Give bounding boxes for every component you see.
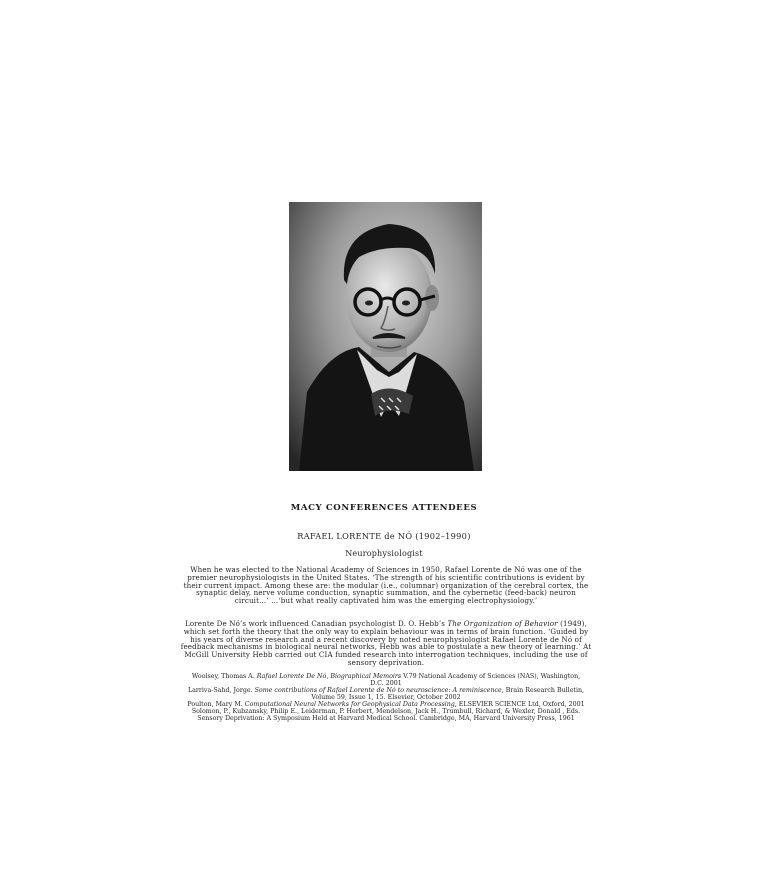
reference-details: V.79 National Academy of Sciences (NAS), Washington, D.C. 2001 [370,673,581,687]
influence-text-end: (1949), which set forth the theory that the only way to explain behaviour was in terms of brain function. ‘Guided by his years of diverse research and a recent discovery by noted neurophysiologist Rafael Lorente de Nó of feedback mechanisms in biological neural networks, Hebb was able to postulate a new theory of learning.’ At McGill University Hebb carried out CIA funded research into interrogation techniques, including the use of sensory deprivation. [180,619,592,667]
reference-item [186,688,586,701]
biography-text: When he was elected to the National Academy of Sciences in 1950, Rafael Lorente de Nó was one of the premier neurophysiologists in the United States. ‘The strength of his scientific contributions is evident by their current impact. Among these are: the modular (i.e., columnar) organization of the cerebral cortex, the synaptic delay, nerve volume conduction, synaptic summation, and the cybernetic (feed-back) neuron circuit…’ …‘but what really captivated him was the emerging electrophysiology.’ [183,565,589,606]
reference-author: Poulton, Mary M. [187,700,245,708]
references-list [186,674,586,723]
reference-title: Rafael Lorente De Nó, Biographical Memoirs [256,673,402,680]
biography-paragraph [180,566,592,605]
portrait-photo [289,202,482,471]
subject-profession: Neurophysiologist [345,549,423,558]
book-title: The Organization of Behavior [447,619,558,628]
reference-item: Solomon, P., Kubzansky, Philip E., Leiderman, P. Herbert, Mendelson, Jack H., Trumbull, Richard, & Wexler, Donald , Eds. Sensory Deprivation: A Symposium Held at Harvard Medical School. Cambridge, MA, Harvard University Press, 1961 [191,708,581,722]
influence-paragraph [180,620,592,667]
reference-author: Woolsey, Thomas A. [191,673,257,680]
influence-text [180,620,592,667]
reference-title: Some contributions of Rafael Lorente de Nó to neuroscience: A reminiscence [254,686,502,694]
reference-details: , Brain Research Bulletin, Volume 59, Issue 1, 15. Elsevier, October 2002 [311,686,585,701]
reference-details: , ELSEVIER SCIENCE Ltd, Oxford, 2001 [454,700,585,708]
reference-item [186,674,586,687]
influence-text-start: Lorente De Nó’s work influenced Canadian psychologist D. O. Hebb’s [184,619,448,628]
page-title: MACY CONFERENCES ATTENDEES [290,503,478,513]
portrait-illustration [289,202,482,471]
subject-name: RAFAEL LORENTE de NÓ (1902–1990) [297,531,471,541]
reference-author: Larriva-Sahd, Jorge. [187,686,255,694]
reference-title: Computational Neural Networks for Geophysical Data Processing [244,700,455,708]
